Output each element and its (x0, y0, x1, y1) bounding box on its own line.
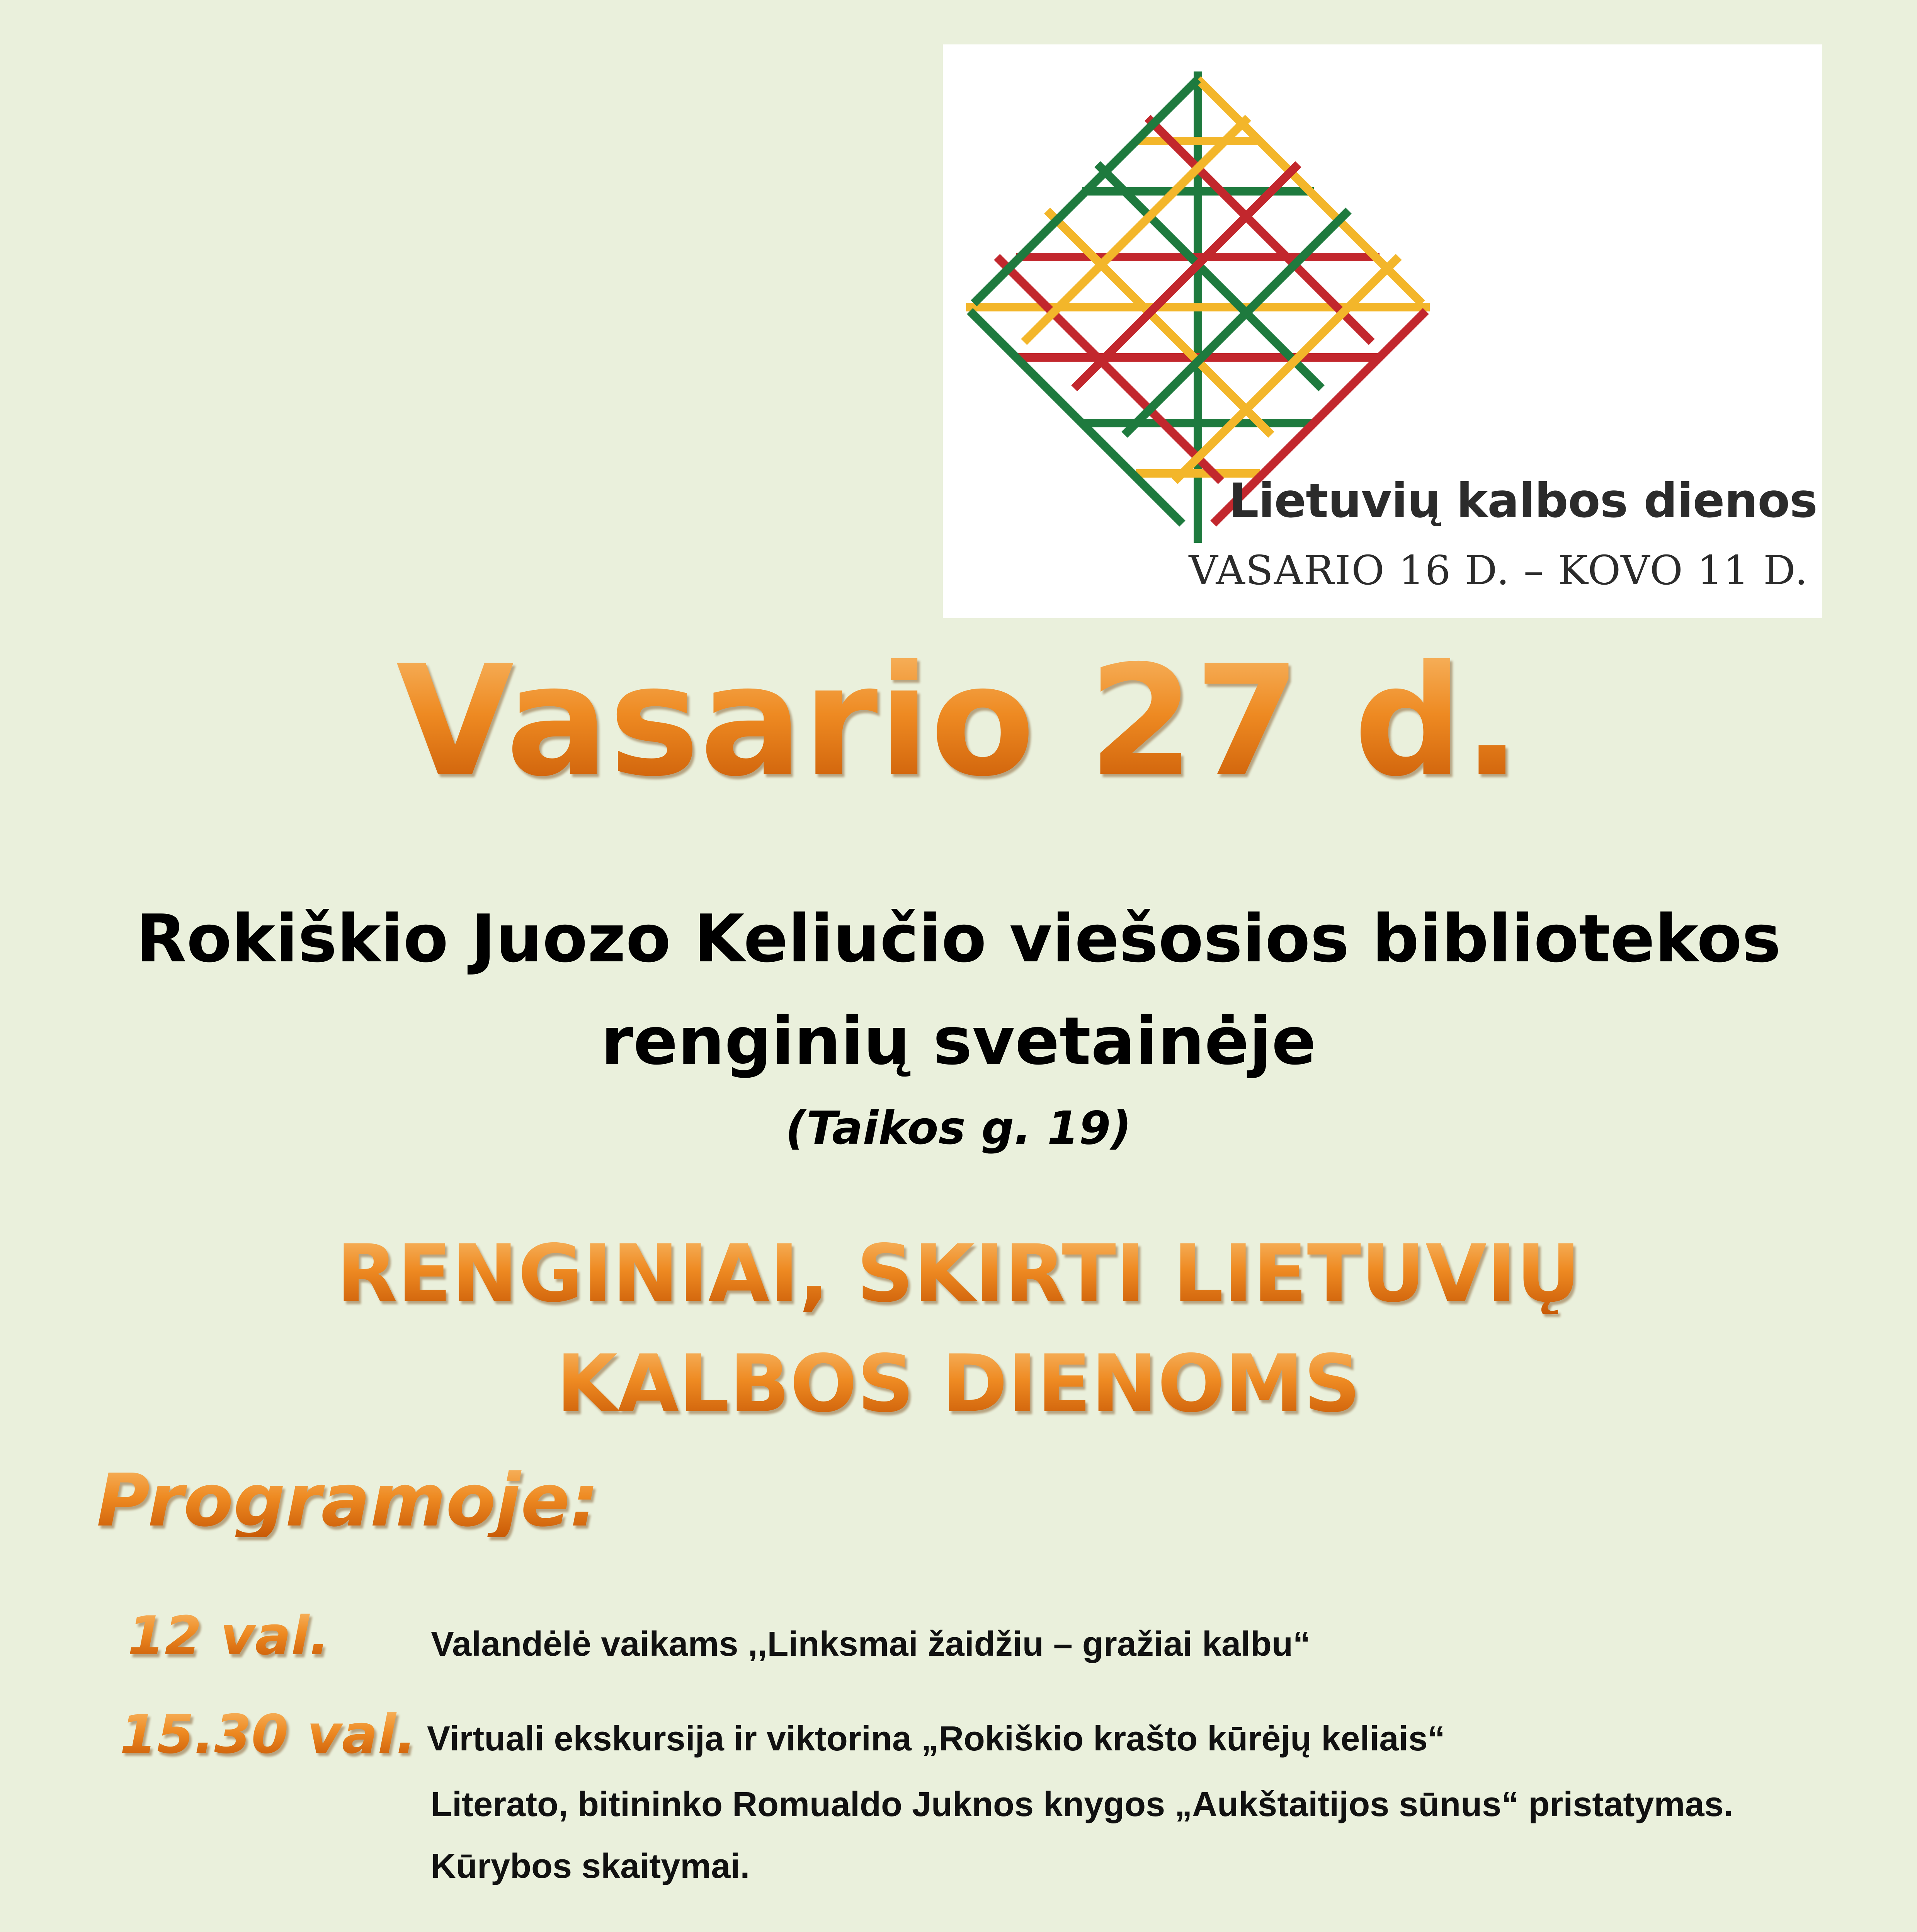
date-heading: Vasario 27 d. (0, 645, 1917, 798)
venue-address: (Taikos g. 19) (785, 1101, 1132, 1155)
program-description-2b: Literato, bitininko Romualdo Juknos knygos „Aukštaitijos sūnus“ pristatymas. (431, 1785, 1733, 1824)
events-title-line-1: RENGINIAI, SKIRTI LIETUVIŲ (0, 1235, 1917, 1314)
program-time-1: 12 val. (128, 1605, 330, 1667)
program-description-2a: Virtuali ekskursija ir viktorina „Rokiškio krašto kūrėjų keliais“ (427, 1719, 1445, 1758)
logo-title: Lietuvių kalbos dienos (1229, 473, 1817, 528)
venue-line-1: Rokiškio Juozo Keliučio viešosios bibliotekos (136, 901, 1781, 977)
venue-line-2: renginių svetainėje (600, 1003, 1317, 1080)
program-label: Programoje: (97, 1458, 599, 1543)
program-time-2: 15.30 val. (120, 1703, 417, 1765)
festival-logo (943, 44, 1822, 618)
logo-dates: VASARIO 16 D. – KOVO 11 D. (1189, 547, 1808, 594)
program-description-2c: Kūrybos skaitymai. (431, 1847, 750, 1886)
events-title-line-2: KALBOS DIENOMS (0, 1345, 1917, 1424)
program-description-1: Valandėlė vaikams ,,Linksmai žaidžiu – gražiai kalbu“ (431, 1625, 1310, 1663)
